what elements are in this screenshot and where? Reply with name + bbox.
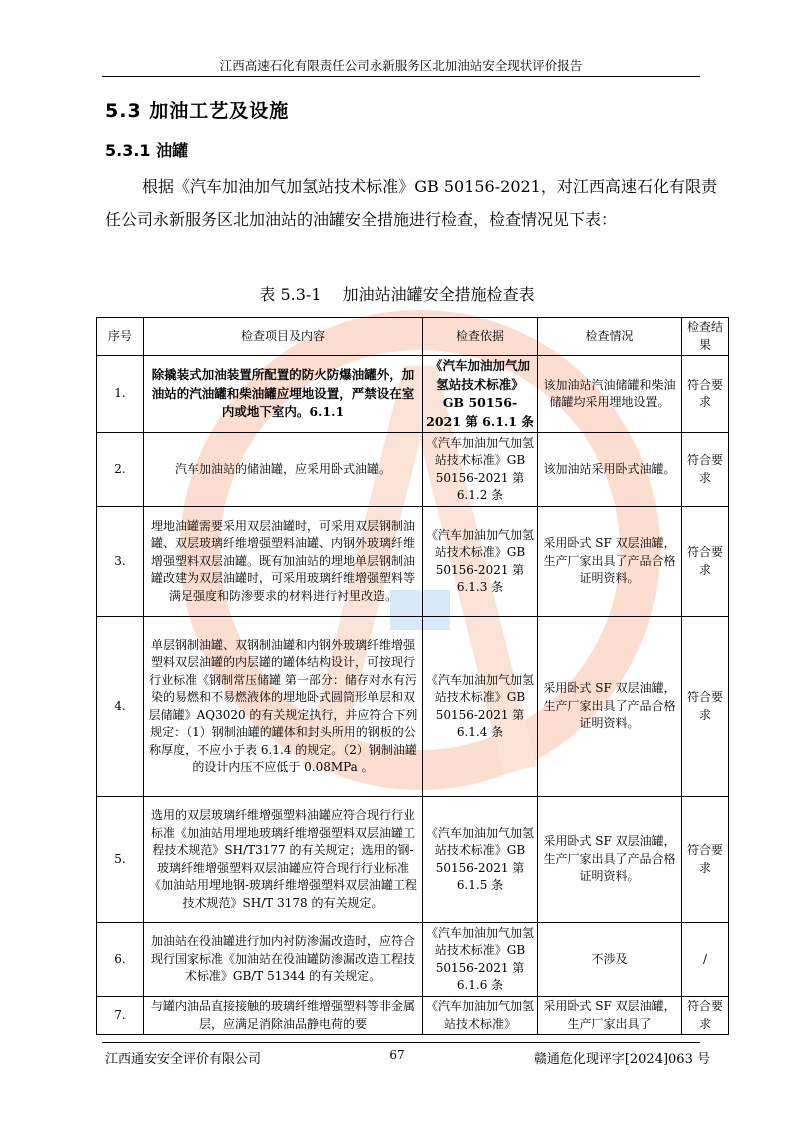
row-result: 符合要求 bbox=[682, 617, 729, 797]
row-no: 3. bbox=[97, 507, 144, 617]
table-row bbox=[97, 617, 729, 797]
row-item: 选用的双层玻璃纤维增强塑料油罐应符合现行行业标准《加油站用埋地玻璃纤维增强塑料双层油罐工程技术规范》SH/T3177 的有关规定；选用的钢-玻璃纤维增强塑料双层油罐应符合现行行业标准《加油站用埋地钢-玻璃纤维增强塑料双层油罐工程技术规范》SH/T 3178 的有关规定。 bbox=[144, 797, 423, 923]
footer-company: 江西通安安全评价有限公司 bbox=[105, 1052, 262, 1067]
row-item: 除撬装式加油装置所配置的防火防爆油罐外，加油站的汽油罐和柴油罐应埋地设置，严禁设在室内或地下室内。6.1.1 bbox=[144, 356, 423, 433]
row-result: 符合要求 bbox=[682, 433, 729, 507]
row-basis: 《汽车加油加气加氢站技术标准》GB 50156-2021 第 6.1.5 条 bbox=[423, 797, 538, 923]
row-basis: 《汽车加油加气加氢站技术标准》GB 50156-2021 第 6.1.6 条 bbox=[423, 923, 538, 997]
table-row bbox=[97, 433, 729, 507]
row-situation: 采用卧式 SF 双层油罐，生产厂家出具了 bbox=[538, 997, 682, 1035]
row-situation: 该加油站汽油储罐和柴油储罐均采用埋地设置。 bbox=[538, 356, 682, 433]
row-item: 汽车加油站的储油罐，应采用卧式油罐。 bbox=[144, 433, 423, 507]
row-basis: 《汽车加油加气加氢站技术标准》 bbox=[423, 997, 538, 1035]
row-result: / bbox=[682, 923, 729, 997]
footer-doc-number: 赣通危化现评字[2024]063 号 bbox=[533, 1052, 710, 1067]
row-item: 埋地油罐需要采用双层油罐时，可采用双层钢制油罐、双层玻璃纤维增强塑料油罐、内钢外玻璃纤维增强塑料双层油罐。既有加油站的埋地单层钢制油罐改建为双层油罐时，可采用玻璃纤维增强塑料等满足强度和防渗要求的材料进行衬里改造。 bbox=[144, 507, 423, 617]
intro-paragraph: 根据《汽车加油加气加氢站技术标准》GB 50156-2021，对江西高速石化有限责任公司永新服务区北加油站的油罐安全措施进行检查，检查情况见下表： bbox=[105, 177, 717, 229]
row-situation: 不涉及 bbox=[538, 923, 682, 997]
table-row bbox=[97, 797, 729, 923]
row-basis: 《汽车加油加气加氢站技术标准》GB 50156-2021 第 6.1.4 条 bbox=[423, 617, 538, 797]
row-result: 符合要求 bbox=[682, 507, 729, 617]
row-situation: 采用卧式 SF 双层油罐，生产厂家出具了产品合格证明资料。 bbox=[538, 797, 682, 923]
table-caption: 表 5.3-1 加油站油罐安全措施检查表 bbox=[259, 285, 535, 304]
row-result: 符合要求 bbox=[682, 356, 729, 433]
page-header: 江西高速石化有限责任公司永新服务区北加油站安全现状评价报告 bbox=[102, 58, 700, 77]
header-basis: 检查依据 bbox=[423, 318, 538, 356]
header-result: 检查结果 bbox=[682, 318, 729, 356]
row-basis: 《汽车加油加气加氢站技术标准》GB 50156-2021 第 6.1.2 条 bbox=[423, 433, 538, 507]
row-item: 加油站在役油罐进行加内衬防渗漏改造时，应符合现行国家标准《加油站在役油罐防渗漏改造工程技术标准》GB/T 51344 的有关规定。 bbox=[144, 923, 423, 997]
footer-divider bbox=[102, 1042, 700, 1043]
row-no: 4. bbox=[97, 617, 144, 797]
row-no: 5. bbox=[97, 797, 144, 923]
check-table bbox=[96, 317, 729, 1035]
row-situation: 该加油站采用卧式油罐。 bbox=[538, 433, 682, 507]
row-basis: 《汽车加油加气加氢站技术标准》GB 50156-2021 第 6.1.3 条 bbox=[423, 507, 538, 617]
row-result: 符合要求 bbox=[682, 797, 729, 923]
table-row bbox=[97, 997, 729, 1035]
row-no: 6. bbox=[97, 923, 144, 997]
section-heading: 5.3 加油工艺及设施 bbox=[105, 100, 290, 122]
row-basis: 《汽车加油加气加氢站技术标准》GB 50156-2021 第 6.1.1 条 bbox=[423, 356, 538, 433]
header-no: 序号 bbox=[97, 318, 144, 356]
table-row bbox=[97, 356, 729, 433]
row-situation: 采用卧式 SF 双层油罐，生产厂家出具了产品合格证明资料。 bbox=[538, 617, 682, 797]
row-item: 与罐内油品直接接触的玻璃纤维增强塑料等非金属层，应满足消除油品静电荷的要 bbox=[144, 997, 423, 1035]
subsection-heading: 5.3.1 油罐 bbox=[105, 141, 189, 160]
table-row bbox=[97, 507, 729, 617]
table-row bbox=[97, 923, 729, 997]
row-situation: 采用卧式 SF 双层油罐，生产厂家出具了产品合格证明资料。 bbox=[538, 507, 682, 617]
page-number: 67 bbox=[389, 1048, 405, 1062]
row-no: 1. bbox=[97, 356, 144, 433]
row-no: 7. bbox=[97, 997, 144, 1035]
row-no: 2. bbox=[97, 433, 144, 507]
row-result: 符合要求 bbox=[682, 997, 729, 1035]
row-item: 单层钢制油罐、双钢制油罐和内钢外玻璃纤维增强塑料双层油罐的内层罐的罐体结构设计，可按现行行业标准《钢制常压储罐 第一部分：储存对水有污染的易燃和不易燃液体的埋地卧式圆筒形单层和双层储罐》AQ3020 的有关规定执行，并应符合下列规定：（1）钢制油罐的罐体和封头所用的钢板的公称厚度，不应小于表 6.1.4 的规定。（2）钢制油罐的设计内压不应低于 0.08MPa 。 bbox=[144, 617, 423, 797]
header-situation: 检查情况 bbox=[538, 318, 682, 356]
header-item: 检查项目及内容 bbox=[144, 318, 423, 356]
